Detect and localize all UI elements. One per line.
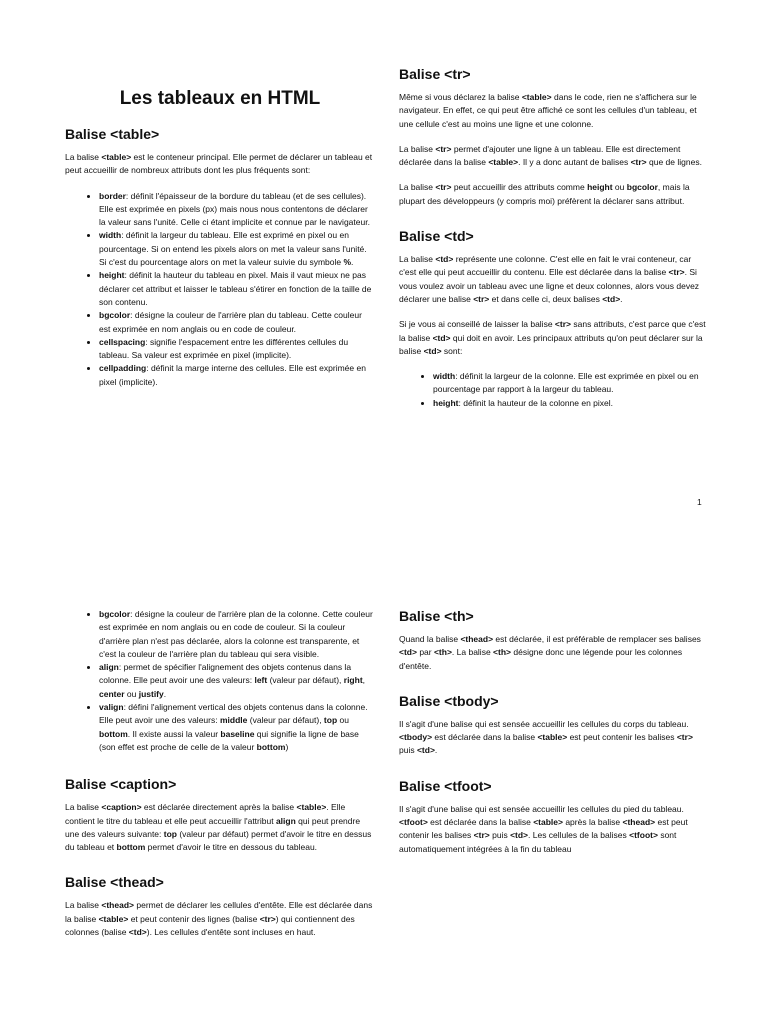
page1-right-sections [399,66,709,432]
list-item: • width: définit la largeur de la colonne. Elle est exprimée en pixel ou en pourcentage par rapport à la largeur du tableau. [433,370,709,397]
section-heading: Balise <th> [399,608,474,624]
list-item: • valign: défini l'alignement vertical des objets contenus dans la colonne. Elle peut avoir une des valeurs: middle (valeur par défaut), top ou bottom. Il existe aussi la valeur baseline qui signifie la ligne de base (son effet est proche de celle de la valeur bottom) [99,701,375,754]
paragraph: Même si vous déclarez la balise <table> dans le code, rien ne s'affichera sur le navigateur. En effet, ce qui peut être affiché ce sont les cellules d'un tableau, et une cellule c'est au moins une ligne et une colonne. [399,92,697,129]
page2-left-column [65,608,375,959]
page-2 [0,530,768,1024]
section-heading: Balise <thead> [65,874,164,891]
page1-left-sections [65,126,375,411]
list-item: • bgcolor: désigne la couleur de l'arrière plan du tableau. Cette couleur est exprimée en nom anglais ou en code de couleur. [99,309,375,336]
section-heading: Balise <caption> [65,776,177,793]
paragraph: La balise <table> est le conteneur principal. Elle permet de déclarer un tableau et peut accueillir de nombreux attributs dont les plus fréquents sont: [65,152,373,176]
page2-right-column [399,608,709,876]
paragraph: La balise <tr> peut accueillir des attributs comme height ou bgcolor, mais la plupart des développeurs (y compris moi) préfèrent la déclarer sans attribut. [399,182,690,206]
section-heading: Balise <td> [399,228,474,245]
paragraph: Il s'agit d'une balise qui est sensée accueillir les cellules du pied du tableau. <tfoot> est déclarée dans la balise <table> après la balise <thead> est peut contenir les balises <tr> puis <td>. Les cellules de la balises <tfoot> sont automatiquement intégrées à la fin du tableau [399,803,688,854]
list-item: • align: permet de spécifier l'alignement des objets contenus dans la colonne. Elle peut avoir une des valeurs: left (valeur par défaut), right, center ou justify. [99,661,375,701]
page2-right-sections [399,608,709,876]
page1-right-column [399,66,709,432]
paragraph: Si je vous ai conseillé de laisser la balise <tr> sans attributs, c'est parce que c'est la balise <td> qui doit en avoir. Les principaux attributs qu'on peut déclarer sur la balise <td> sont: [399,319,706,356]
bullet-list [65,608,375,754]
page2-left-sections [65,608,375,959]
paragraph: La balise <td> représente une colonne. C'est elle en fait le vrai conteneur, car c'est elle qui peut accueillir du contenu. Elle est déclarée dans la balise <tr>. Si vous voulez avoir un tableau avec une ligne et deux colonnes, alors vous devez déclarer une balise <tr> et dans celle ci, deux balises <td>. [399,254,700,304]
section-heading: Balise <table> [65,126,160,142]
paragraph: Il s'agit d'une balise qui est sensée accueillir les cellules du corps du tableau. <tbody> est déclarée dans la balise <table> est peut contenir les balises <tr> puis <td>. [399,718,693,756]
document-title: Les tableaux en HTML [119,88,321,109]
list-item: • height: définit la hauteur du tableau en pixel. Mais il vaut mieux ne pas déclarer cet attribut et laisser le tableau s'étirer en fonction de la taille de son contenu. [99,269,375,309]
page1-left-column [65,88,375,411]
list-item: • bgcolor: désigne la couleur de l'arrière plan de la colonne. Cette couleur est exprimée en nom anglais ou en code de couleur. Si la couleur d'arrière plan n'est pas déclarée, alors la colonne est transparente, et c'est la couleur de l'arrière plan du tableau qui sera visible. [99,608,375,661]
section-heading: Balise <tr> [399,66,471,82]
list-item: • width: définit la largeur du tableau. Elle est exprimé en pixel ou en pourcentage. Si on entend les pixels alors on met la valeur sans l'unité. Si c'est du pourcentage alors on met la valeur suivie du symbole %. [99,229,375,269]
list-item: • height: définit la hauteur de la colonne en pixel. [433,397,709,410]
list-item: • border: définit l'épaisseur de la bordure du tableau (et de ses cellules). Elle est exprimée en pixels (px) mais nous nous contentons de déclarer la valeur sans l'unité. Celle ci étant implicite et connue par le navigateur. [99,190,375,230]
section-heading: Balise <tfoot> [399,777,492,794]
list-item: • cellspacing: signifie l'espacement entre les différentes cellules du tableau. Sa valeur est exprimée en pixel (implicite). [99,336,375,363]
bullet-list [65,190,375,389]
section-heading: Balise <tbody> [399,692,499,709]
list-item: • cellpadding: définit la marge interne des cellules. Elle est exprimée en pixel (implicite). [99,362,375,389]
page-number: 1 [697,497,702,507]
paragraph: Quand la balise <thead> est déclarée, il est préférable de remplacer ses balises <td> par <th>. La balise <th> désigne donc une légende pour les colonnes d'entête. [399,634,701,671]
paragraph: La balise <thead> permet de déclarer les cellules d'entête. Elle est déclarée dans la balise <table> et peut contenir des lignes (balise <tr>) qui contiennent des colonnes (balise <td>). Les cellules d'entête sont incluses en haut. [65,900,373,938]
bullet-list [399,370,709,410]
paragraph: La balise <tr> permet d'ajouter une ligne à un tableau. Elle est directement déclarée dans la balise <table>. Il y a donc autant de balises <tr> que de lignes. [399,143,702,168]
paragraph: La balise <caption> est déclarée directement après la balise <table>. Elle contient le titre du tableau et elle peut accueillir l'attribut align qui peut prendre une des valeurs suivante: top (valeur par défaut) permet d'avoir le titre en dessus du tableau et bottom permet d'avoir le titre en dessous du tableau. [65,802,372,853]
